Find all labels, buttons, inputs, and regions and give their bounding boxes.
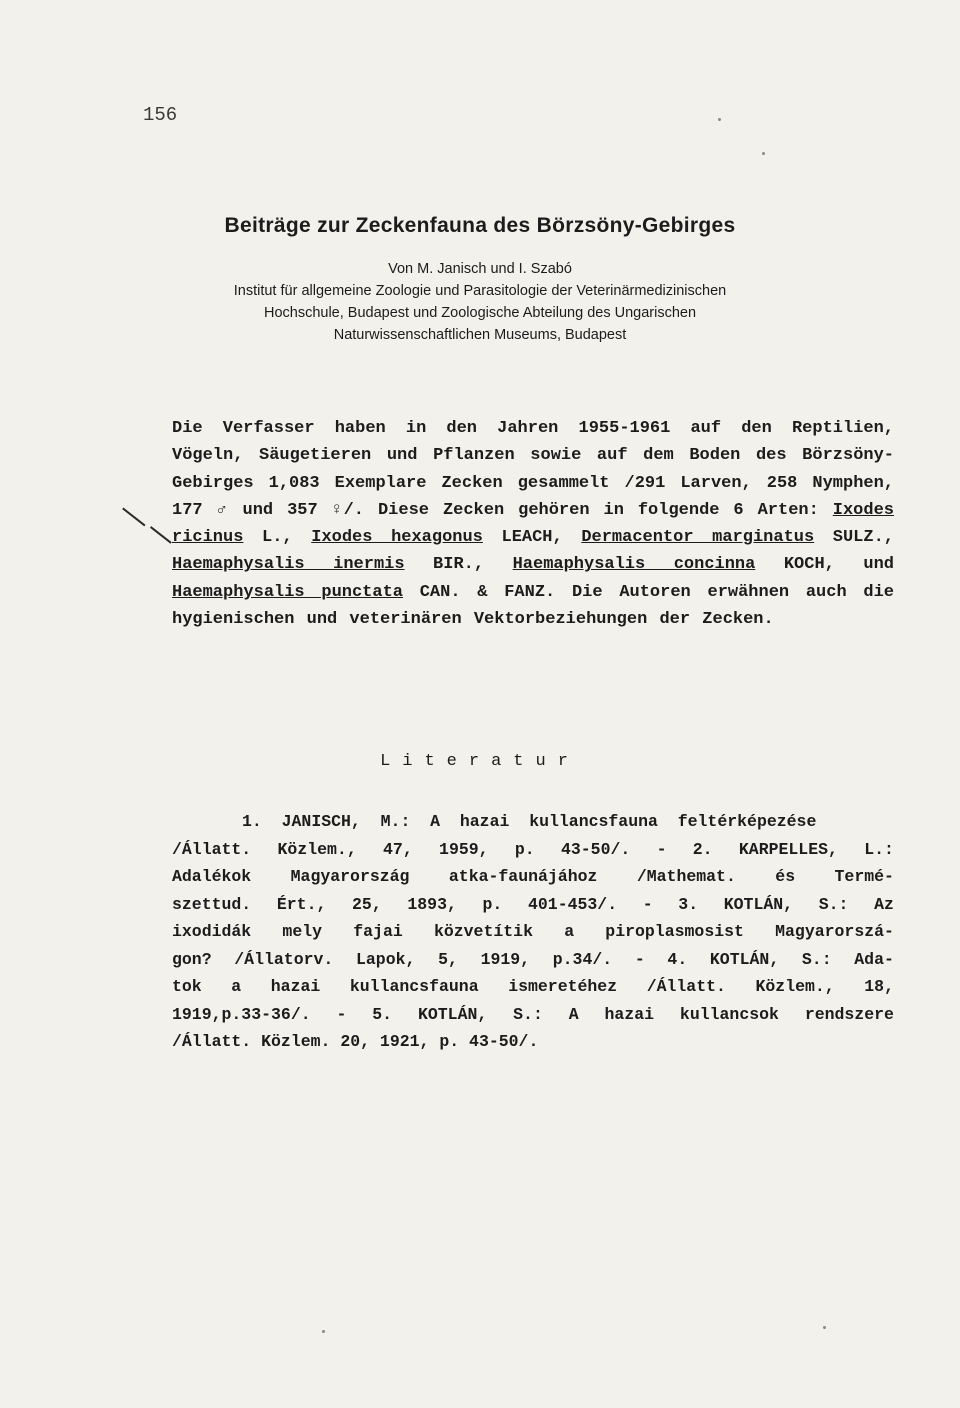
reference-line <box>172 1001 894 1029</box>
species-name: Haemaphysalis concinna <box>512 555 756 575</box>
paper-speck <box>762 152 765 155</box>
reference-line <box>172 891 894 919</box>
reference-word: feltérképezése <box>657 812 817 831</box>
reference-word: hazai <box>440 812 510 831</box>
reference-word: Magyarország <box>290 867 410 886</box>
page-number: 156 <box>143 104 178 126</box>
reference-line <box>172 918 894 946</box>
reference-word: Adalékok <box>172 867 252 886</box>
reference-word: Ért., <box>276 894 327 914</box>
literature-heading: Literatur <box>380 752 580 771</box>
species-name: Ixodes hexagonus <box>311 528 483 548</box>
reference-word: S.: <box>818 894 849 914</box>
reference-word: hazai <box>604 1004 655 1024</box>
reference-word: közvetítik <box>433 922 533 941</box>
reference-word: mely <box>282 922 323 941</box>
reference-word: ismeretéhez <box>508 977 618 996</box>
reference-word: 43-50/. <box>560 839 631 859</box>
abstract-paragraph <box>172 415 894 633</box>
reference-word: A <box>410 812 441 831</box>
reference-word: Magyarorszá- <box>775 922 894 941</box>
reference-word: KOTLÁN, <box>709 949 780 969</box>
reference-word: Ada- <box>854 949 894 969</box>
reference-word: ixodidák <box>172 922 252 941</box>
references-list <box>172 808 894 1056</box>
author-citation: LEACH, <box>482 528 582 548</box>
species-name: Haemaphysalis punctata <box>172 582 403 602</box>
reference-word: 47, <box>383 839 413 859</box>
reference-word: 25, <box>352 894 382 914</box>
reference-word: Közlem., <box>277 839 357 859</box>
reference-word: 401-453/. <box>527 894 618 914</box>
reference-word: 1. <box>242 812 262 831</box>
author-citation: BIR., <box>404 555 513 575</box>
reference-word: 1959, <box>439 839 489 859</box>
reference-word: /Állatt. Közlem. 20, 1921, p. 43-50/. <box>172 1032 539 1051</box>
reference-line <box>172 946 894 974</box>
reference-word: kullancsfauna <box>509 812 658 831</box>
reference-word: KOTLÁN, <box>723 894 794 914</box>
authors: Von M. Janisch und I. Szabó <box>388 261 572 277</box>
reference-word: fajai <box>353 922 403 941</box>
affiliation-line-2: Hochschule, Budapest und Zoologische Abteilung des Ungarischen <box>263 305 697 321</box>
reference-word: hazai <box>270 977 321 996</box>
reference-word: tok <box>172 977 202 996</box>
reference-word: és <box>775 867 796 886</box>
reference-word: - <box>656 839 667 859</box>
reference-word: - <box>336 1004 347 1024</box>
abstract-text-2: CAN. & FANZ. Die Autoren erwähnen auch die hygienischen und veterinären Vektorbeziehungen der Zecken. <box>172 582 895 630</box>
reference-line <box>172 836 894 864</box>
species-name: Haemaphysalis inermis <box>172 555 405 575</box>
reference-word: 1919,p.33-36/. <box>172 1004 311 1024</box>
reference-word: kullancsfauna <box>349 977 479 996</box>
article-header <box>0 258 960 346</box>
affiliation-line-3: Naturwissenschaftlichen Museums, Budapest <box>333 327 627 343</box>
abstract-text-1: Die Verfasser haben in den Jahren 1955-1961 auf den Reptilien, Vögeln, Säugetieren und Pflanzen sowie auf dem Boden des Börzsöny-Gebirges 1,083 Exemplare Zecken gesammelt /291 Larven, 258 Nymphen, 177 ♂ und 357 ♀/. Diese Zecken gehören in folgende 6 Arten: <box>172 419 894 520</box>
reference-word: 5, <box>438 949 458 969</box>
pen-mark <box>150 526 171 543</box>
reference-word: rendszere <box>804 1004 894 1024</box>
article-title: Beiträge zur Zeckenfauna des Börzsöny-Gebirges <box>224 214 736 237</box>
reference-word: /Állatt. <box>172 839 252 859</box>
paper-speck <box>823 1326 826 1329</box>
reference-word: L.: <box>864 839 894 859</box>
reference-line <box>172 973 894 1001</box>
reference-word: 4. <box>667 949 688 969</box>
reference-word: A <box>568 1004 579 1024</box>
reference-word: atka-faunájához <box>448 867 598 886</box>
reference-word: 3. <box>678 894 699 914</box>
paper-speck <box>718 118 721 121</box>
species-name: Ixodes ricinus <box>172 500 894 548</box>
author-citation: SULZ., <box>814 528 894 548</box>
reference-word: p.34/. <box>552 949 613 969</box>
author-citation: L., <box>243 528 312 548</box>
reference-word: KARPELLES, <box>738 839 838 859</box>
pen-mark <box>123 508 146 526</box>
reference-word: S.: <box>513 1004 543 1024</box>
reference-word: p. <box>482 894 503 914</box>
reference-word: 5. <box>372 1004 393 1024</box>
reference-word: /Állatt. <box>646 977 726 996</box>
reference-word: 2. <box>692 839 713 859</box>
reference-word: 1919, <box>480 949 531 969</box>
reference-word: piroplasmosist <box>605 922 744 941</box>
reference-word: S.: <box>801 949 832 969</box>
reference-word: /Állatorv. <box>234 949 334 969</box>
species-name: Dermacentor marginatus <box>581 528 815 548</box>
reference-word: M.: <box>360 812 411 831</box>
reference-line <box>172 1028 894 1056</box>
reference-word: gon? <box>172 949 212 969</box>
reference-word: kullancsok <box>679 1004 779 1024</box>
reference-word: Termé- <box>834 867 894 886</box>
reference-word: - <box>634 949 645 969</box>
reference-word: a <box>231 977 242 996</box>
reference-line <box>172 863 894 891</box>
reference-word: 18, <box>864 977 894 996</box>
paper-speck <box>322 1330 325 1333</box>
reference-word: Lapok, <box>355 949 416 969</box>
reference-word: /Mathemat. <box>636 867 736 886</box>
reference-word: JANISCH, <box>261 812 361 831</box>
reference-word: - <box>642 894 653 914</box>
author-citation: KOCH, und <box>755 555 894 575</box>
reference-word: KOTLÁN, <box>417 1004 488 1024</box>
reference-word: szettud. <box>172 894 252 914</box>
reference-word: p. <box>514 839 535 859</box>
reference-word: 1893, <box>407 894 457 914</box>
reference-word: a <box>564 922 575 941</box>
reference-line <box>172 808 894 836</box>
reference-word: Közlem., <box>755 977 835 996</box>
affiliation-line-1: Institut für allgemeine Zoologie und Parasitologie der Veterinärmedizinischen <box>233 283 727 299</box>
reference-word: Az <box>874 894 894 914</box>
